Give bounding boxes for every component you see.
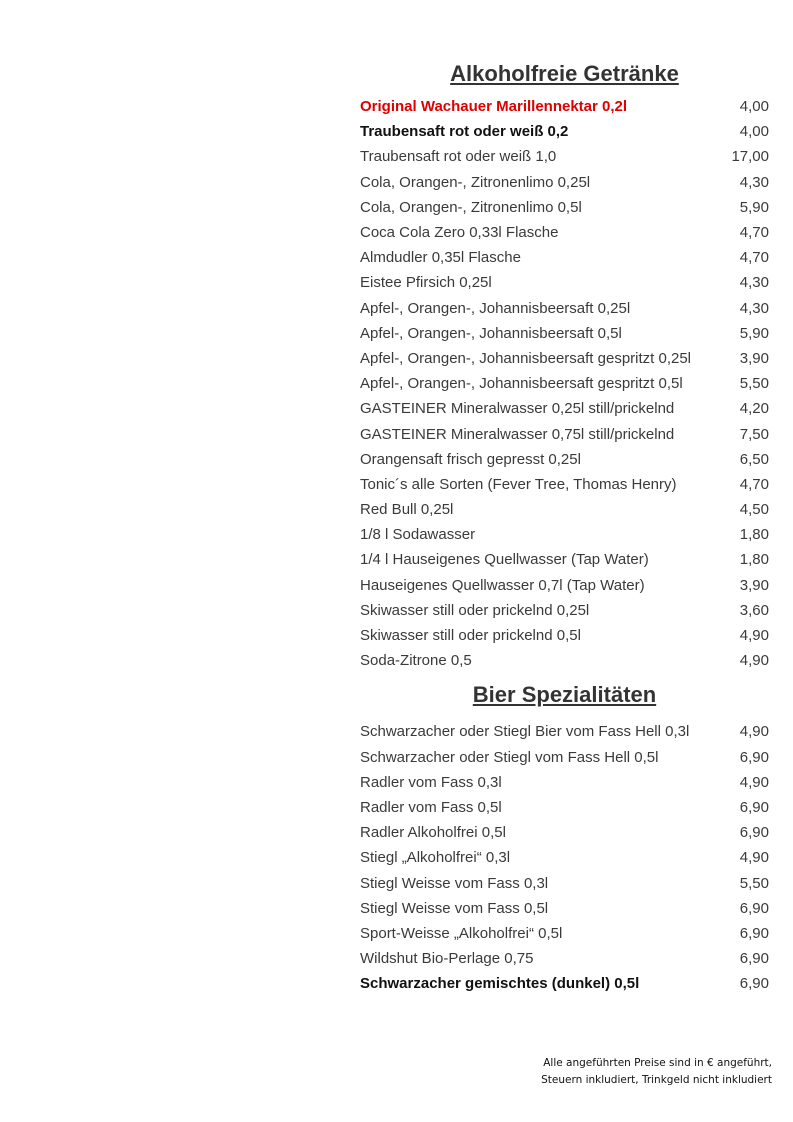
menu-item-name: GASTEINER Mineralwasser 0,25l still/prickelnd <box>360 400 675 418</box>
menu-item-price: 6,90 <box>739 950 769 968</box>
menu-item-price: 1,80 <box>739 526 769 544</box>
menu-item-name: Tonic´s alle Sorten (Fever Tree, Thomas Henry) <box>360 475 677 493</box>
menu-item-price: 4,90 <box>739 627 769 645</box>
menu-item <box>360 447 769 472</box>
menu-item <box>360 845 769 870</box>
menu-item-price: 4,70 <box>739 224 769 242</box>
menu-item-price: 6,90 <box>739 798 769 816</box>
menu-item <box>360 195 769 220</box>
menu-item <box>360 547 769 572</box>
menu-item-name: 1/8 l Sodawasser <box>360 526 476 544</box>
section-title-bier: Bier Spezialitäten <box>472 682 657 708</box>
menu-item <box>360 648 769 673</box>
menu-item-price: 4,50 <box>739 501 769 519</box>
menu-item <box>360 870 769 895</box>
menu-item-name: Stiegl Weisse vom Fass 0,5l <box>360 899 549 917</box>
footnote-line: Alle angeführten Preise sind in € angeführt, <box>543 1057 772 1069</box>
menu-item-price: 4,30 <box>739 173 769 191</box>
menu-item-price: 4,70 <box>739 249 769 267</box>
menu-item <box>360 795 769 820</box>
menu-item-price: 5,50 <box>739 375 769 393</box>
menu-item-name: Radler Alkoholfrei 0,5l <box>360 824 506 842</box>
menu-item-name: Coca Cola Zero 0,33l Flasche <box>360 224 559 242</box>
menu-item-name: Hauseigenes Quellwasser 0,7l (Tap Water) <box>360 576 645 594</box>
menu-item-price: 3,90 <box>739 349 769 367</box>
menu-item <box>360 245 769 270</box>
menu-item <box>360 472 769 497</box>
menu-item-price: 6,90 <box>739 924 769 942</box>
menu-item-name: Schwarzacher oder Stiegl vom Fass Hell 0,5l <box>360 748 659 766</box>
menu-item <box>360 144 769 169</box>
menu-item-name: Wildshut Bio-Perlage 0,75 <box>360 950 534 968</box>
menu-item <box>360 820 769 845</box>
menu-item-name: Skiwasser still oder prickelnd 0,25l <box>360 601 590 619</box>
menu-item <box>360 896 769 921</box>
menu-item <box>360 921 769 946</box>
menu-item-price: 4,90 <box>739 723 769 741</box>
menu-item-price: 4,00 <box>739 98 769 116</box>
menu-item-price: 3,90 <box>739 576 769 594</box>
menu-item-price: 6,90 <box>739 899 769 917</box>
menu-item-price: 4,90 <box>739 773 769 791</box>
menu-item <box>360 270 769 295</box>
menu-item <box>360 94 769 119</box>
menu-item-name: Eistee Pfirsich 0,25l <box>360 274 492 292</box>
menu-item-name: Apfel-, Orangen-, Johannisbeersaft 0,5l <box>360 324 622 342</box>
menu-item <box>360 745 769 770</box>
price-footnote <box>541 1055 772 1089</box>
menu-item-name: Soda-Zitrone 0,5 <box>360 652 472 670</box>
menu-item <box>360 421 769 446</box>
menu-item-price: 5,90 <box>739 198 769 216</box>
menu-item-price: 4,90 <box>739 652 769 670</box>
menu-item-name: Radler vom Fass 0,3l <box>360 773 502 791</box>
menu-list-alkoholfrei <box>360 94 769 673</box>
menu-item-name: Traubensaft rot oder weiß 1,0 <box>360 148 557 166</box>
menu-item-name: Cola, Orangen-, Zitronenlimo 0,5l <box>360 198 582 216</box>
menu-item <box>360 971 769 996</box>
menu-item-price: 3,60 <box>739 601 769 619</box>
menu-item-price: 5,50 <box>739 874 769 892</box>
menu-item-name: Apfel-, Orangen-, Johannisbeersaft gespritzt 0,25l <box>360 349 692 367</box>
menu-item-name: Red Bull 0,25l <box>360 501 454 519</box>
menu-item <box>360 346 769 371</box>
drinks-menu <box>360 58 769 996</box>
menu-item-name: Almdudler 0,35l Flasche <box>360 249 521 267</box>
menu-item-price: 17,00 <box>731 148 769 166</box>
menu-item <box>360 396 769 421</box>
menu-item <box>360 770 769 795</box>
menu-item <box>360 296 769 321</box>
menu-item <box>360 321 769 346</box>
menu-item-name: Apfel-, Orangen-, Johannisbeersaft gespritzt 0,5l <box>360 375 683 393</box>
menu-item <box>360 522 769 547</box>
menu-item-name: Apfel-, Orangen-, Johannisbeersaft 0,25l <box>360 299 631 317</box>
menu-item-name: Traubensaft rot oder weiß 0,2 <box>360 123 569 141</box>
menu-item-price: 7,50 <box>739 425 769 443</box>
menu-item <box>360 719 769 744</box>
menu-item-price: 6,90 <box>739 748 769 766</box>
menu-item-price: 4,20 <box>739 400 769 418</box>
footnote-line: Steuern inkludiert, Trinkgeld nicht inkludiert <box>541 1074 772 1086</box>
menu-item <box>360 598 769 623</box>
menu-item-name: GASTEINER Mineralwasser 0,75l still/prickelnd <box>360 425 675 443</box>
menu-item-price: 4,30 <box>739 274 769 292</box>
menu-item <box>360 371 769 396</box>
menu-item-name: Stiegl „Alkoholfrei“ 0,3l <box>360 849 511 867</box>
menu-item-price: 4,30 <box>739 299 769 317</box>
menu-item <box>360 119 769 144</box>
menu-item-name: Skiwasser still oder prickelnd 0,5l <box>360 627 581 645</box>
menu-item-name: 1/4 l Hauseigenes Quellwasser (Tap Water) <box>360 551 649 569</box>
menu-item <box>360 497 769 522</box>
menu-item-price: 4,70 <box>739 475 769 493</box>
menu-item-price: 6,90 <box>739 975 769 993</box>
menu-item <box>360 623 769 648</box>
section-title-alkoholfrei: Alkoholfreie Getränke <box>450 61 679 86</box>
menu-item-name: Schwarzacher gemischtes (dunkel) 0,5l <box>360 975 640 993</box>
menu-item-price: 6,50 <box>739 450 769 468</box>
menu-item-price: 6,90 <box>739 824 769 842</box>
menu-item-name: Schwarzacher oder Stiegl Bier vom Fass Hell 0,3l <box>360 723 690 741</box>
menu-item <box>360 573 769 598</box>
menu-item-name: Stiegl Weisse vom Fass 0,3l <box>360 874 549 892</box>
menu-item-price: 4,90 <box>739 849 769 867</box>
menu-item-price: 4,00 <box>739 123 769 141</box>
menu-item-name: Radler vom Fass 0,5l <box>360 798 502 816</box>
menu-item-name: Sport-Weisse „Alkoholfrei“ 0,5l <box>360 924 563 942</box>
menu-item <box>360 170 769 195</box>
menu-item <box>360 946 769 971</box>
menu-item <box>360 220 769 245</box>
menu-item-name: Original Wachauer Marillennektar 0,2l <box>360 98 628 116</box>
menu-item-price: 5,90 <box>739 324 769 342</box>
menu-item-name: Orangensaft frisch gepresst 0,25l <box>360 450 581 468</box>
menu-item-name: Cola, Orangen-, Zitronenlimo 0,25l <box>360 173 591 191</box>
menu-list-bier <box>360 719 769 996</box>
menu-item-price: 1,80 <box>739 551 769 569</box>
